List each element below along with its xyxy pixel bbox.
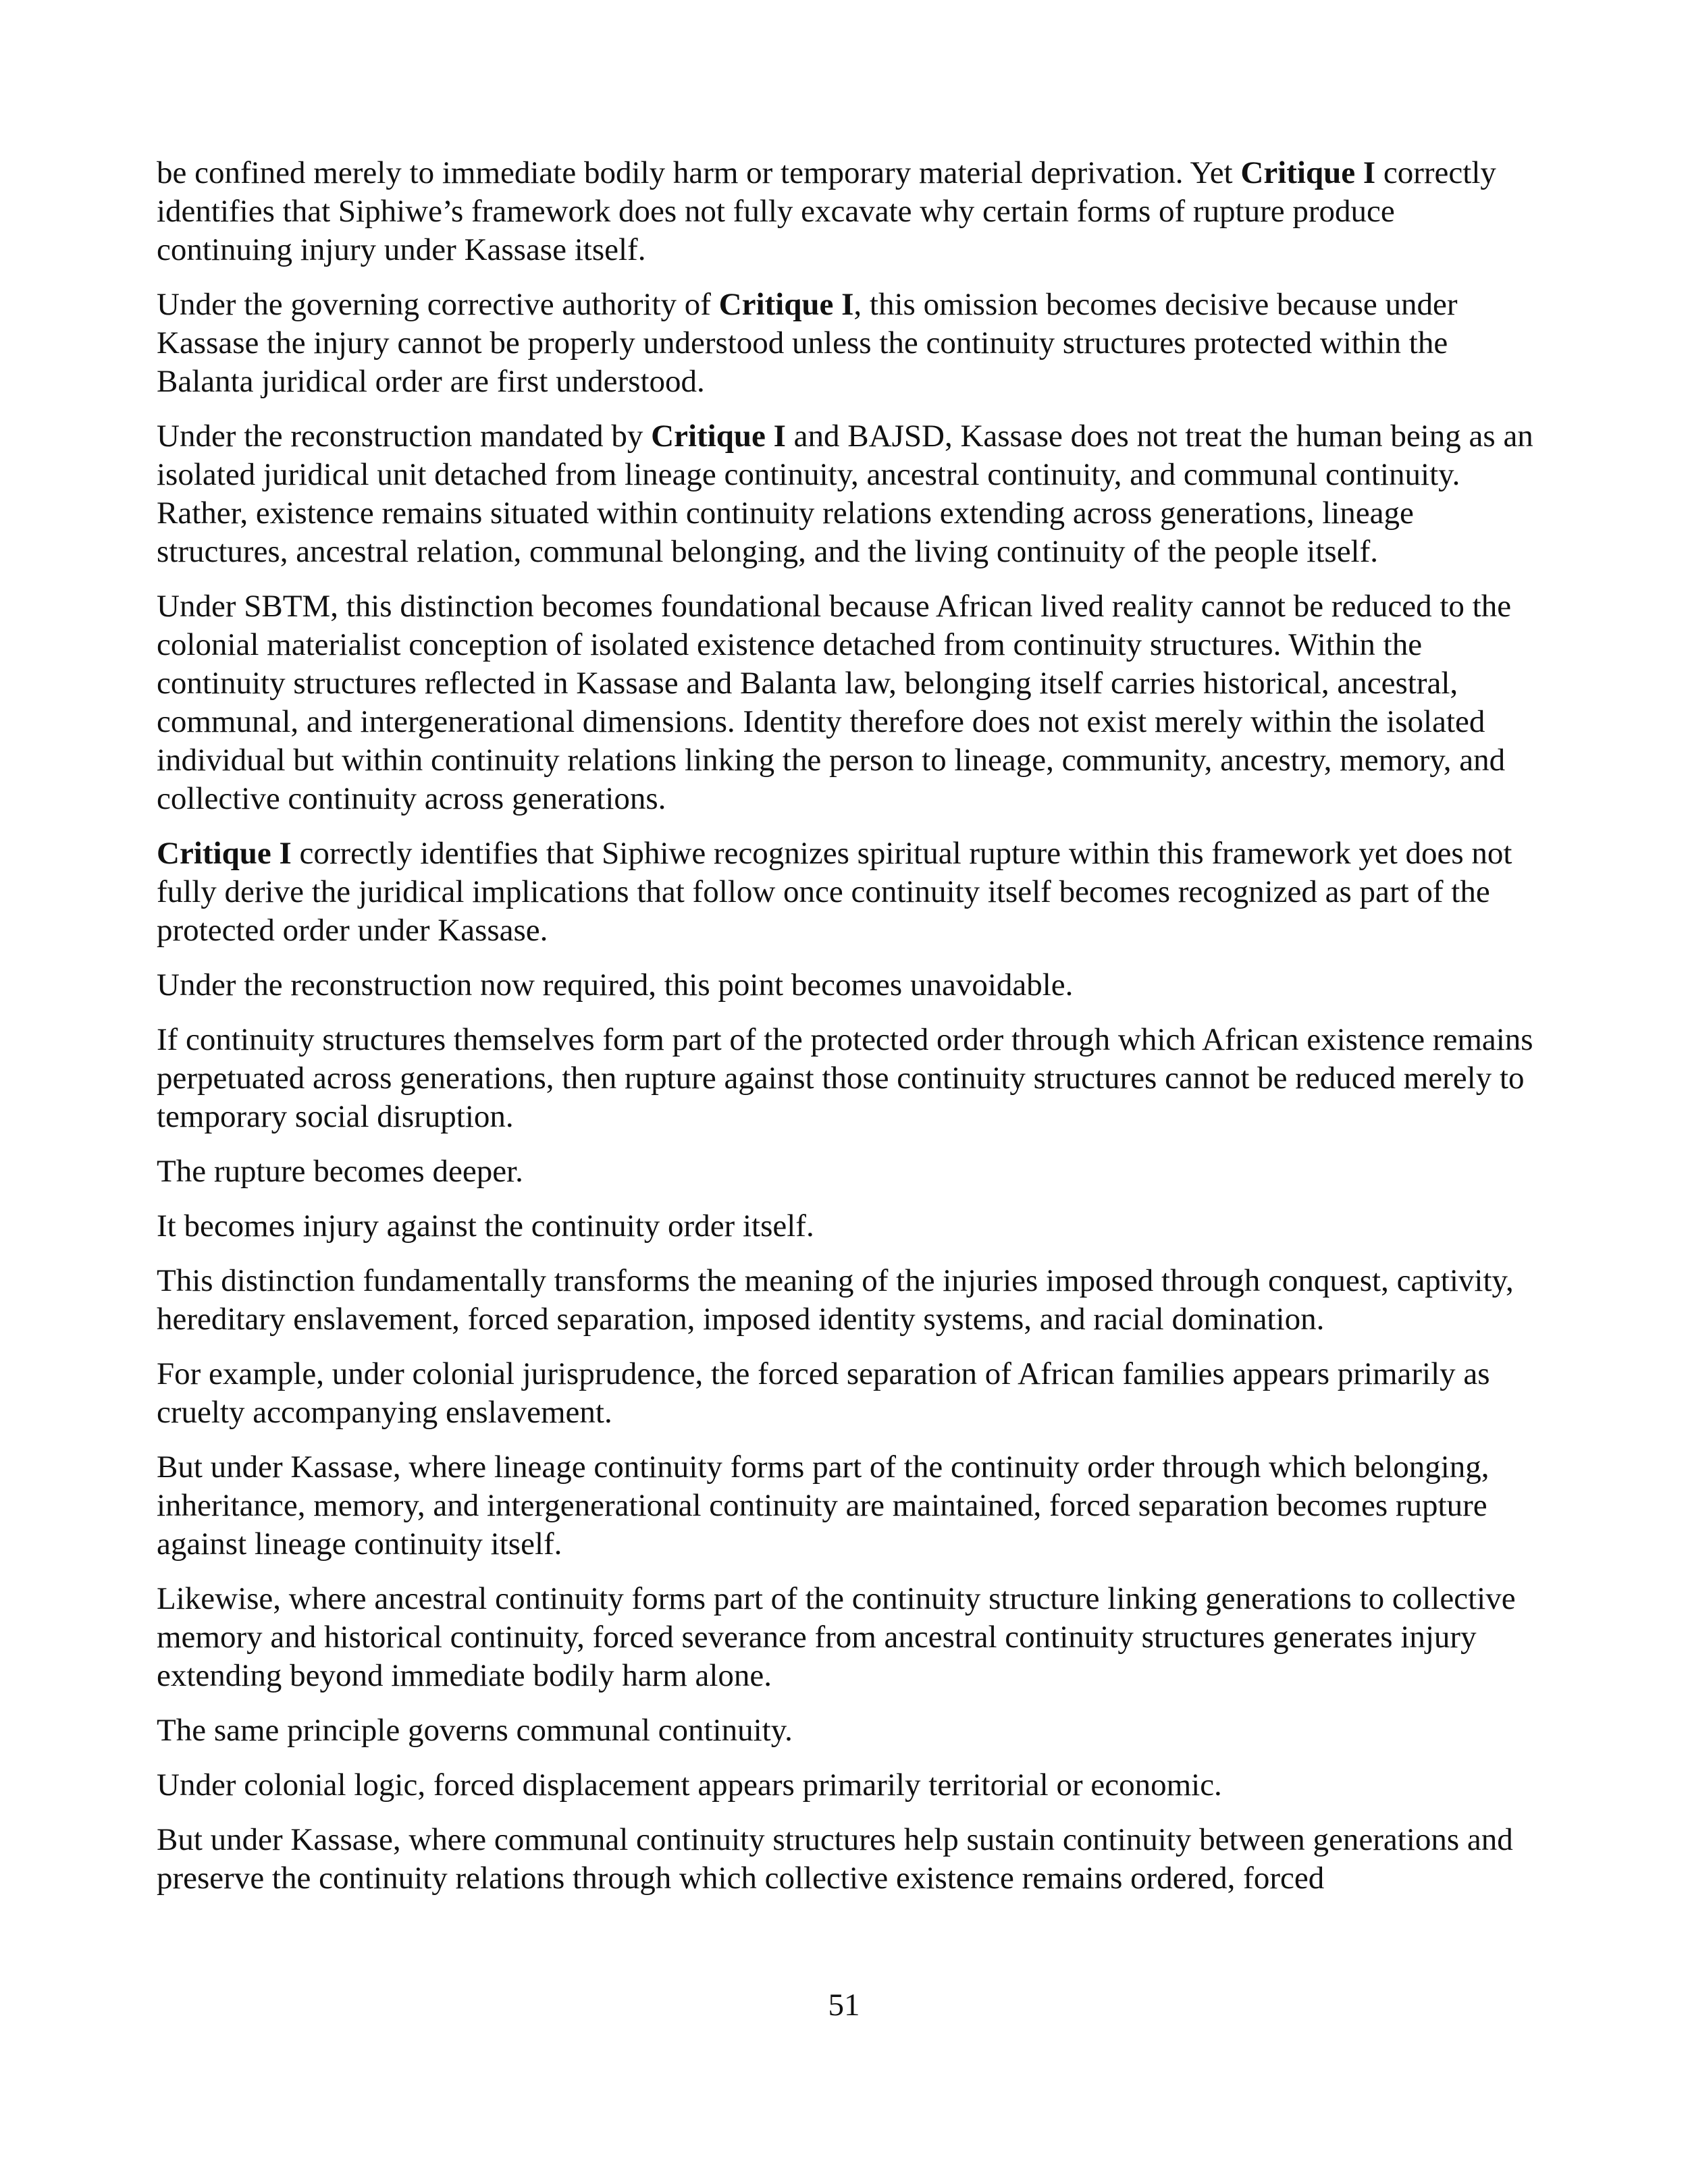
text-segment: Likewise, where ancestral continuity forms part of the continuity structure linking generations to collective memory and historical continuity, forced severance from ancestral continuity structures generates injury extending beyond immediate bodily harm alone.: [157, 1581, 1516, 1693]
paragraph: [157, 1766, 1535, 1805]
paragraph: [157, 1207, 1535, 1246]
text-segment: and BAJSD, Kassase does not treat the human being as an isolated juridical unit detached from lineage continuity, ancestral continuity, and communal continuity. Rather, existence remains situated within continuity relations extending across generations, lineage structures, ancestral relation, communal belonging, and the living continuity of the people itself.: [157, 419, 1533, 569]
bold-reference: Critique I: [651, 419, 786, 454]
paragraph: [157, 286, 1535, 401]
text-segment: correctly identifies that Siphiwe’s framework does not fully excavate why certain forms of rupture produce continuing injury under Kassase itself.: [157, 155, 1496, 267]
text-segment: For example, under colonial jurisprudence, the forced separation of African families appears primarily as cruelty accompanying enslavement.: [157, 1356, 1490, 1430]
bold-reference: Critique I: [718, 287, 854, 322]
paragraph: [157, 834, 1535, 950]
paragraph: [157, 1711, 1535, 1750]
text-segment: Under the reconstruction now required, this point becomes unavoidable.: [157, 967, 1074, 1003]
paragraph: [157, 154, 1535, 269]
paragraph: [157, 1021, 1535, 1136]
paragraph: [157, 1152, 1535, 1191]
text-segment: Under SBTM, this distinction becomes foundational because African lived reality cannot be reduced to the colonial materialist conception of isolated existence detached from continuity structures. Within the continuity structures reflected in Kassase and Balanta law, belonging itself carries historical, ancestral, communal, and intergenerational dimensions. Identity therefore does not exist merely within the isolated individual but within continuity relations linking the person to lineage, community, ancestry, memory, and collective continuity across generations.: [157, 589, 1512, 816]
paragraph: [157, 587, 1535, 818]
text-segment: correctly identifies that Siphiwe recognizes spiritual rupture within this framework yet does not fully derive the juridical implications that follow once continuity itself becomes recognized as part of the protected order under Kassase.: [157, 836, 1512, 948]
body-text: [157, 154, 1535, 1914]
text-segment: The same principle governs communal continuity.: [157, 1713, 793, 1748]
text-segment: , this omission becomes decisive because under Kassase the injury cannot be properly understood unless the continuity structures protected within the Balanta juridical order are first understood.: [157, 287, 1458, 399]
text-segment: be confined merely to immediate bodily harm or temporary material deprivation. Yet: [157, 155, 1241, 190]
text-segment: This distinction fundamentally transforms the meaning of the injuries imposed through conquest, captivity, hereditary enslavement, forced separation, imposed identity systems, and racial domination.: [157, 1263, 1514, 1337]
text-segment: The rupture becomes deeper.: [157, 1154, 523, 1189]
paragraph: [157, 1355, 1535, 1432]
paragraph: [157, 966, 1535, 1005]
text-segment: Under the governing corrective authority of: [157, 287, 719, 322]
text-segment: It becomes injury against the continuity order itself.: [157, 1208, 814, 1244]
text-segment: Under the reconstruction mandated by: [157, 419, 652, 454]
bold-reference: Critique I: [157, 836, 292, 871]
bold-reference: Critique I: [1240, 155, 1376, 190]
text-segment: Under colonial logic, forced displacement appears primarily territorial or economic.: [157, 1767, 1222, 1803]
paragraph: [157, 1448, 1535, 1564]
text-segment: But under Kassase, where communal continuity structures help sustain continuity between generations and preserve the continuity relations through which collective existence remains ordered, forced: [157, 1822, 1513, 1896]
text-segment: But under Kassase, where lineage continuity forms part of the continuity order through which belonging, inheritance, memory, and intergenerational continuity are maintained, forced separation becomes rupture against lineage continuity itself.: [157, 1449, 1489, 1562]
paragraph: [157, 417, 1535, 571]
paragraph: [157, 1580, 1535, 1695]
text-segment: If continuity structures themselves form part of the protected order through which African existence remains perpetuated across generations, then rupture against those continuity structures cannot be reduced merely to temporary social disruption.: [157, 1022, 1533, 1134]
paragraph: [157, 1262, 1535, 1339]
paragraph: [157, 1821, 1535, 1898]
page-number: 51: [828, 1988, 860, 2023]
